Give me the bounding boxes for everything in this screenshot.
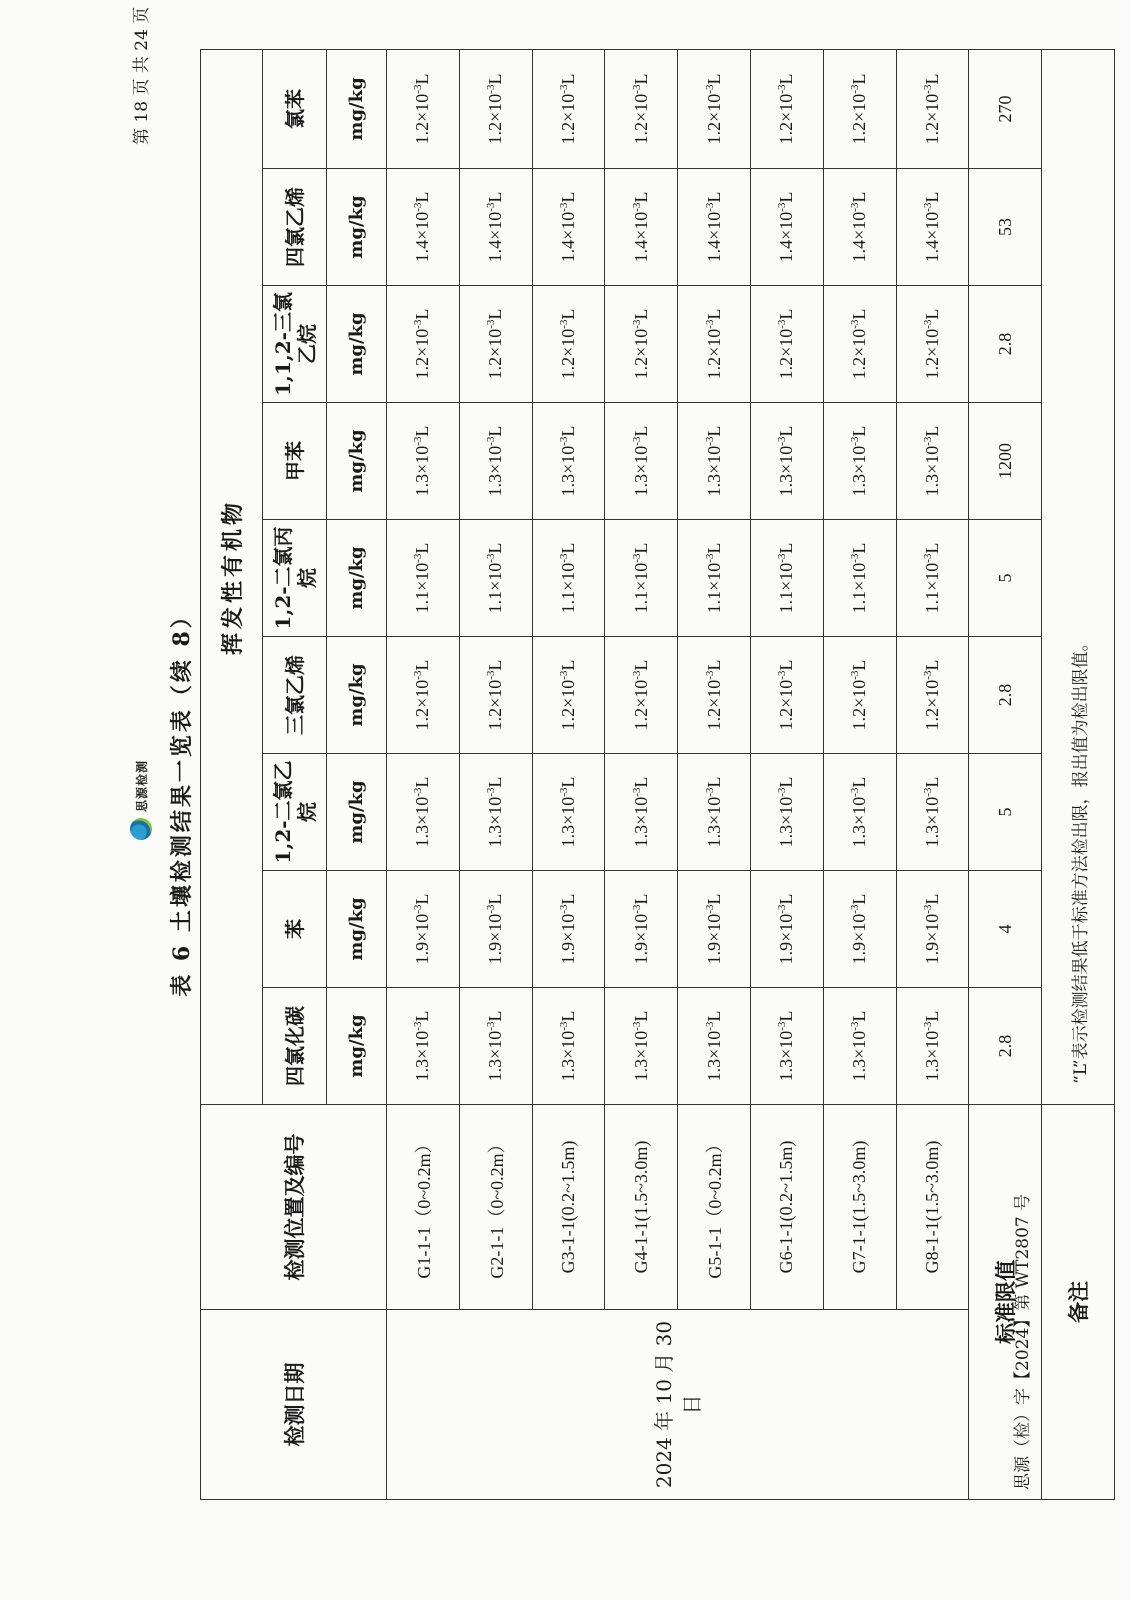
- result-value: $1.2\times 10^{-3}L$: [896, 286, 969, 403]
- analyte-name: 1,1,2-三氯乙烷: [263, 286, 327, 403]
- result-value: $1.3\times 10^{-3}L$: [750, 403, 823, 520]
- analyte-unit: mg/kg: [327, 49, 387, 168]
- header-date: 检测日期: [201, 1310, 387, 1500]
- table-row: [896, 49, 969, 1499]
- analyte-unit: mg/kg: [327, 286, 387, 403]
- table-row: [387, 49, 460, 1499]
- limit-value: 2.8: [969, 988, 1042, 1105]
- header-category: 挥发性有机物: [201, 49, 263, 1104]
- sample-location: G5-1-1（0~0.2m）: [678, 1105, 751, 1310]
- header-location: 检测位置及编号: [201, 1105, 387, 1310]
- analyte-unit: mg/kg: [327, 637, 387, 754]
- analyte-name: 甲苯: [263, 403, 327, 520]
- result-value: $1.2\times 10^{-3}L$: [750, 637, 823, 754]
- result-value: $1.4\times 10^{-3}L$: [823, 169, 896, 286]
- analyte-name: 四氯乙烯: [263, 169, 327, 286]
- result-value: $1.3\times 10^{-3}L$: [532, 754, 605, 871]
- results-body: [387, 49, 1115, 1499]
- result-value: $1.1\times 10^{-3}L$: [387, 520, 460, 637]
- result-value: $1.2\times 10^{-3}L$: [605, 286, 678, 403]
- result-value: $1.1\times 10^{-3}L$: [678, 520, 751, 637]
- sample-date: 2024 年 10 月 30 日: [387, 1310, 969, 1500]
- result-value: $1.2\times 10^{-3}L$: [387, 49, 460, 168]
- table-title: 表 6 土壤检测结果一览表（续 8）: [169, 603, 195, 997]
- result-value: $1.2\times 10^{-3}L$: [532, 286, 605, 403]
- note-text: “L”表示检测结果低于标准方法检出限，报出值为检出限值。: [1042, 49, 1115, 1104]
- result-value: $1.3\times 10^{-3}L$: [387, 988, 460, 1105]
- limit-value: 5: [969, 520, 1042, 637]
- report-number: 思源（检）字【2024】第 WT2807 号: [1013, 1193, 1033, 1490]
- result-value: $1.2\times 10^{-3}L$: [823, 637, 896, 754]
- limit-value: 1200: [969, 403, 1042, 520]
- result-value: $1.3\times 10^{-3}L$: [459, 403, 532, 520]
- result-value: $1.2\times 10^{-3}L$: [750, 286, 823, 403]
- result-value: $1.2\times 10^{-3}L$: [387, 286, 460, 403]
- result-value: $1.3\times 10^{-3}L$: [678, 754, 751, 871]
- analyte-unit: mg/kg: [327, 520, 387, 637]
- result-value: $1.3\times 10^{-3}L$: [823, 754, 896, 871]
- result-value: $1.9\times 10^{-3}L$: [532, 871, 605, 988]
- result-value: $1.9\times 10^{-3}L$: [896, 871, 969, 988]
- note-label: 备注: [1042, 1105, 1115, 1500]
- table-row: [459, 49, 532, 1499]
- analyte-unit: mg/kg: [327, 871, 387, 988]
- limit-value: 4: [969, 871, 1042, 988]
- table-row: [823, 49, 896, 1499]
- result-value: $1.2\times 10^{-3}L$: [605, 49, 678, 168]
- limit-value: 270: [969, 49, 1042, 168]
- analyte-unit: mg/kg: [327, 169, 387, 286]
- result-value: $1.3\times 10^{-3}L$: [750, 754, 823, 871]
- logo-icon: [130, 818, 152, 840]
- limit-value: 53: [969, 169, 1042, 286]
- sample-location: G8-1-1(1.5~3.0m): [896, 1105, 969, 1310]
- result-value: $1.3\times 10^{-3}L$: [823, 403, 896, 520]
- result-value: $1.9\times 10^{-3}L$: [750, 871, 823, 988]
- result-value: $1.4\times 10^{-3}L$: [750, 169, 823, 286]
- result-value: $1.4\times 10^{-3}L$: [532, 169, 605, 286]
- result-value: $1.9\times 10^{-3}L$: [605, 871, 678, 988]
- result-value: $1.2\times 10^{-3}L$: [823, 49, 896, 168]
- soil-results-table: [200, 49, 1115, 1500]
- result-value: $1.9\times 10^{-3}L$: [387, 871, 460, 988]
- limit-label: 标准限值: [969, 1105, 1042, 1500]
- sample-location: G2-1-1（0~0.2m）: [459, 1105, 532, 1310]
- result-value: $1.4\times 10^{-3}L$: [678, 169, 751, 286]
- result-value: $1.4\times 10^{-3}L$: [387, 169, 460, 286]
- sample-location: G6-1-1(0.2~1.5m): [750, 1105, 823, 1310]
- sample-location: G4-1-1(1.5~3.0m): [605, 1105, 678, 1310]
- result-value: $1.3\times 10^{-3}L$: [605, 403, 678, 520]
- result-value: $1.2\times 10^{-3}L$: [387, 637, 460, 754]
- result-value: $1.2\times 10^{-3}L$: [605, 637, 678, 754]
- result-value: $1.1\times 10^{-3}L$: [823, 520, 896, 637]
- result-value: $1.2\times 10^{-3}L$: [459, 49, 532, 168]
- logo-text: 思源检测: [134, 759, 149, 812]
- result-value: $1.3\times 10^{-3}L$: [896, 988, 969, 1105]
- result-value: $1.3\times 10^{-3}L$: [896, 403, 969, 520]
- result-value: $1.4\times 10^{-3}L$: [605, 169, 678, 286]
- result-value: $1.4\times 10^{-3}L$: [896, 169, 969, 286]
- result-value: $1.3\times 10^{-3}L$: [459, 988, 532, 1105]
- note-row: [1042, 49, 1115, 1499]
- limit-value: 5: [969, 754, 1042, 871]
- company-logo: [130, 760, 152, 840]
- result-value: $1.2\times 10^{-3}L$: [678, 286, 751, 403]
- result-value: $1.2\times 10^{-3}L$: [823, 286, 896, 403]
- analyte-unit: mg/kg: [327, 403, 387, 520]
- table-row: [532, 49, 605, 1499]
- result-value: $1.2\times 10^{-3}L$: [459, 286, 532, 403]
- sample-location: G1-1-1（0~0.2m）: [387, 1105, 460, 1310]
- result-value: $1.3\times 10^{-3}L$: [750, 988, 823, 1105]
- table-row: [678, 49, 751, 1499]
- result-value: $1.3\times 10^{-3}L$: [896, 754, 969, 871]
- result-value: $1.3\times 10^{-3}L$: [605, 988, 678, 1105]
- result-value: $1.3\times 10^{-3}L$: [387, 754, 460, 871]
- result-value: $1.2\times 10^{-3}L$: [678, 637, 751, 754]
- result-value: $1.1\times 10^{-3}L$: [605, 520, 678, 637]
- page-number: 第 18 页 共 24 页: [132, 6, 152, 145]
- result-value: $1.3\times 10^{-3}L$: [459, 754, 532, 871]
- result-value: $1.3\times 10^{-3}L$: [823, 988, 896, 1105]
- analyte-name: 1,2-二氯乙烷: [263, 754, 327, 871]
- limit-value: 2.8: [969, 637, 1042, 754]
- result-value: $1.1\times 10^{-3}L$: [896, 520, 969, 637]
- sample-location: G7-1-1(1.5~3.0m): [823, 1105, 896, 1310]
- analyte-unit: mg/kg: [327, 754, 387, 871]
- result-value: $1.9\times 10^{-3}L$: [459, 871, 532, 988]
- result-value: $1.1\times 10^{-3}L$: [459, 520, 532, 637]
- result-value: $1.2\times 10^{-3}L$: [896, 637, 969, 754]
- result-value: $1.3\times 10^{-3}L$: [532, 403, 605, 520]
- result-value: $1.2\times 10^{-3}L$: [678, 49, 751, 168]
- result-value: $1.9\times 10^{-3}L$: [678, 871, 751, 988]
- analyte-name: 四氯化碳: [263, 988, 327, 1105]
- limit-value: 2.8: [969, 286, 1042, 403]
- result-value: $1.2\times 10^{-3}L$: [459, 637, 532, 754]
- table-row: [750, 49, 823, 1499]
- result-value: $1.3\times 10^{-3}L$: [678, 403, 751, 520]
- table-row: [605, 49, 678, 1499]
- result-value: $1.2\times 10^{-3}L$: [532, 637, 605, 754]
- result-value: $1.3\times 10^{-3}L$: [387, 403, 460, 520]
- analyte-name: 三氯乙烯: [263, 637, 327, 754]
- sample-location: G3-1-1(0.2~1.5m): [532, 1105, 605, 1310]
- result-value: $1.1\times 10^{-3}L$: [532, 520, 605, 637]
- analyte-name: 氯苯: [263, 49, 327, 168]
- result-value: $1.4\times 10^{-3}L$: [459, 169, 532, 286]
- result-value: $1.2\times 10^{-3}L$: [532, 49, 605, 168]
- analyte-unit: mg/kg: [327, 988, 387, 1105]
- result-value: $1.2\times 10^{-3}L$: [750, 49, 823, 168]
- limit-row: [969, 49, 1042, 1499]
- result-value: $1.3\times 10^{-3}L$: [678, 988, 751, 1105]
- result-value: $1.9\times 10^{-3}L$: [823, 871, 896, 988]
- analyte-name: 1,2-二氯丙烷: [263, 520, 327, 637]
- analyte-name: 苯: [263, 871, 327, 988]
- result-value: $1.3\times 10^{-3}L$: [532, 988, 605, 1105]
- result-value: $1.3\times 10^{-3}L$: [605, 754, 678, 871]
- result-value: $1.1\times 10^{-3}L$: [750, 520, 823, 637]
- result-value: $1.2\times 10^{-3}L$: [896, 49, 969, 168]
